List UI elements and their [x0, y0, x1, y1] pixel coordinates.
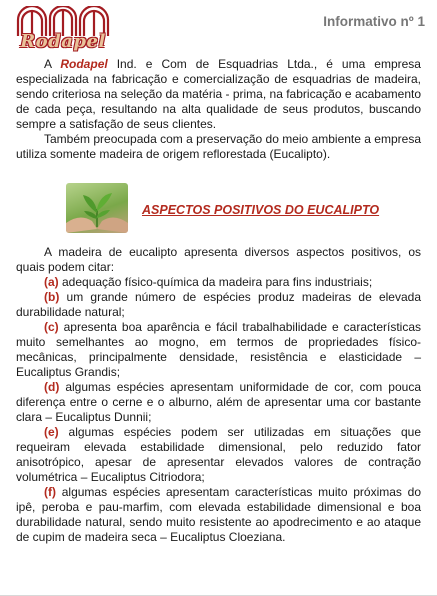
item-marker: (f): [44, 485, 56, 499]
item-marker: (c): [44, 320, 59, 334]
item-marker: (e): [44, 425, 59, 439]
brand-name: Rodapel: [60, 57, 108, 71]
intro-section: [16, 57, 421, 162]
item-marker: (a): [44, 275, 59, 289]
list-item: [16, 485, 421, 545]
intro-paragraph-1: [16, 57, 421, 132]
company-logo: [10, 6, 116, 52]
page-title: Informativo nº 1: [323, 14, 425, 29]
eucalyptus-aspects-section: [16, 245, 421, 545]
list-item: [16, 425, 421, 485]
item-marker: (d): [44, 380, 60, 394]
item-text: algumas espécies apresentam características muito próximas do ipê, peroba e pau-marfim, com elevada estabilidade dimensional e boa durabilidade natural, sendo muito resistente ao apodrecimento e ao ataque de cupim de madeira seca – Eucaliptus Cloeziana.: [16, 485, 421, 544]
item-text: um grande número de espécies produz madeiras de elevada durabilidade natural;: [16, 290, 421, 319]
intro-p1-pre: A: [44, 57, 61, 71]
item-text: algumas espécies apresentam uniformidade de cor, com pouca diferença entre o cerne e o alburno, além de apresentar uma cor bastante clara – Eucaliptus Dunnii;: [16, 380, 421, 424]
intro-p1-post: Ind. e Com de Esquadrias Ltda., é uma empresa especializada na fabricação e comercialização de esquadrias de madeira, sendo criteriosa na seleção da matéria - prima, na fabricação e acabamento de cada peça, resultando na alta qualidade de seus produtos, buscando sempre a satisfação de seus clientes.: [16, 57, 421, 131]
seedling-illustration-icon: [66, 183, 128, 233]
section-title: ASPECTOS POSITIVOS DO EUCALIPTO: [142, 203, 380, 217]
item-text: algumas espécies podem ser utilizadas em situações que requeiram elevada estabilidade dimensional, pelo reduzido fator anisotrópico, apesar de apresentar elevados valores de contração volumétrica – Eucaliptus Citriodora;: [16, 425, 421, 484]
list-item: [16, 380, 421, 425]
list-item: [16, 275, 421, 290]
list-item: [16, 320, 421, 380]
item-text: apresenta boa aparência e fácil trabalhabilidade e características muito semelhantes ao mogno, em termos de propriedades físico-mecânicas, principalmente densidade, resistência e elasticidade – Eucaliptus Grandis;: [16, 320, 421, 379]
section-lead: A madeira de eucalipto apresenta diversos aspectos positivos, os quais podem citar:: [16, 245, 421, 274]
logo-wordmark: Rodapel: [20, 31, 106, 52]
item-text: adequação físico-química da madeira para fins industriais;: [58, 275, 373, 289]
list-item: [16, 290, 421, 320]
hands-holding-seedling-photo: [66, 183, 128, 233]
intro-paragraph-2: Também preocupada com a preservação do meio ambiente a empresa utiliza somente madeira de origem reflorestada (Eucalipto).: [16, 132, 421, 161]
item-marker: (b): [44, 290, 60, 304]
